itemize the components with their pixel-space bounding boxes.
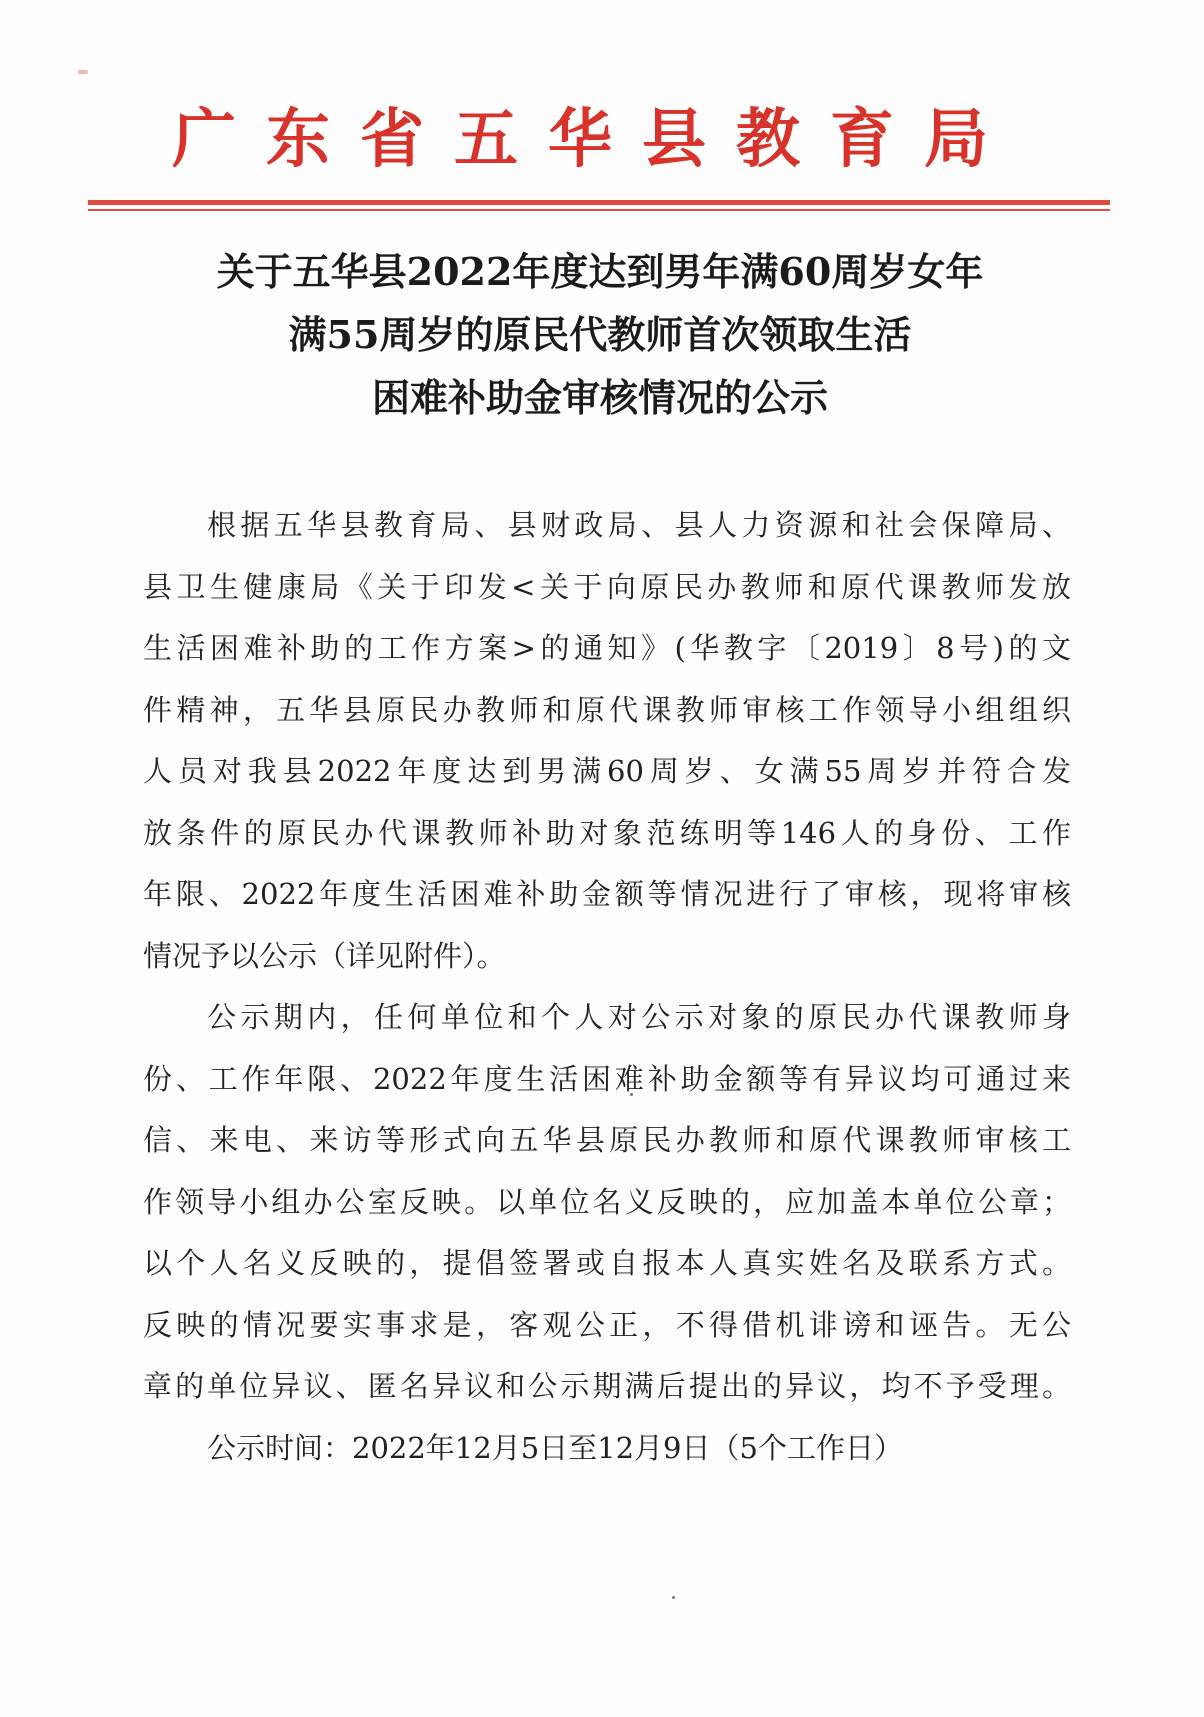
scan-dot	[672, 1596, 675, 1599]
notice-period: 公示时间：2022年12月5日至12月9日（5个工作日）	[207, 1430, 903, 1465]
paragraph-objection	[143, 987, 1071, 1418]
paragraph-line: 作领导小组办公室反映。以单位名义反映的，应加盖本单位公章；	[143, 1184, 1071, 1219]
letterhead-red-rule-thick	[88, 200, 1110, 205]
document-title	[90, 240, 1110, 429]
letterhead-org-name: 广东省五华县教育局	[172, 102, 1018, 177]
paragraph-line: 情况予以公示（详见附件）。	[143, 938, 506, 973]
paragraph-line: 份、工作年限、2022年度生活困难补助金额等有异议均可通过来	[143, 1061, 1071, 1096]
paragraph-line: 信、来电、来访等形式向五华县原民办教师和原代课教师审核工	[143, 1123, 1071, 1157]
letterhead-red-rule-thin	[88, 209, 1110, 211]
paragraph-line: 以个人名义反映的，提倡签署或自报本人真实姓名及联系方式。	[143, 1246, 1071, 1280]
title-line: 困难补助金审核情况的公示	[371, 375, 828, 420]
paragraph-line: 公示期内，任何单位和个人对公示对象的原民办代课教师身	[207, 1000, 1071, 1034]
title-line: 满55周岁的原民代教师首次领取生活	[288, 312, 912, 357]
paragraph-line: 县卫生健康局《关于印发<关于向原民办教师和原代课教师发放	[143, 569, 1071, 604]
paragraph-line: 件精神，五华县原民办教师和原代课教师审核工作领导小组组织	[143, 692, 1071, 727]
paragraph-line: 生活困难补助的工作方案>的通知》(华教字〔2019〕8号)的文	[143, 631, 1071, 665]
paragraph-line: 放条件的原民办代课教师补助对象范练明等146人的身份、工作	[143, 815, 1071, 850]
scan-speck	[78, 70, 88, 74]
paragraph-line: 反映的情况要实事求是，客观公正，不得借机诽谤和诬告。无公	[143, 1307, 1071, 1342]
paragraph-line: 根据五华县教育局、县财政局、县人力资源和社会保障局、	[207, 508, 1071, 542]
paragraph-line: 人员对我县2022年度达到男满60周岁、女满55周岁并符合发	[143, 754, 1071, 788]
title-line: 关于五华县2022年度达到男年满60周岁女年	[216, 249, 984, 294]
document-body	[143, 495, 1071, 1479]
paragraph-line: 章的单位异议、匿名异议和公示期满后提出的异议，均不予受理。	[143, 1369, 1071, 1403]
paragraph-line: 年限、2022年度生活困难补助金额等情况进行了审核，现将审核	[143, 877, 1071, 911]
paragraph-basis	[143, 495, 1071, 987]
